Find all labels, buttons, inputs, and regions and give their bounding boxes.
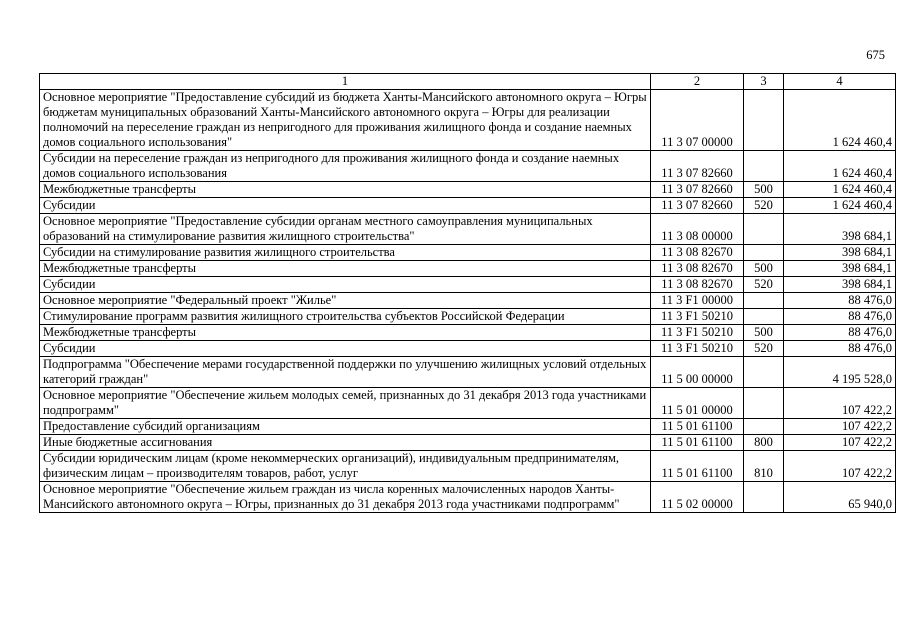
cell-expense-type (744, 482, 784, 513)
table-row (40, 435, 896, 451)
table-row (40, 198, 896, 214)
cell-expense-type: 520 (744, 277, 784, 293)
cell-amount: 88 476,0 (784, 293, 896, 309)
cell-expense-type: 520 (744, 341, 784, 357)
cell-amount: 88 476,0 (784, 309, 896, 325)
cell-amount: 107 422,2 (784, 419, 896, 435)
cell-amount: 398 684,1 (784, 214, 896, 245)
cell-code: 11 3 08 82670 (651, 277, 744, 293)
cell-name: Основное мероприятие "Обеспечение жильем граждан из числа коренных малочисленных народов Ханты-Мансийского автономного округа – Югры, признанных до 31 декабря 2013 года участниками подпрограмм" (40, 482, 651, 513)
table-row (40, 214, 896, 245)
budget-table (39, 73, 896, 513)
cell-code: 11 3 08 82670 (651, 245, 744, 261)
cell-name: Предоставление субсидий организациям (40, 419, 651, 435)
table-row (40, 482, 896, 513)
column-header-4: 4 (784, 74, 896, 90)
cell-expense-type (744, 293, 784, 309)
cell-expense-type: 810 (744, 451, 784, 482)
table-row (40, 357, 896, 388)
cell-code: 11 3 F1 00000 (651, 293, 744, 309)
cell-expense-type: 500 (744, 182, 784, 198)
cell-expense-type (744, 151, 784, 182)
table-row (40, 341, 896, 357)
cell-code: 11 3 F1 50210 (651, 309, 744, 325)
cell-code: 11 5 01 61100 (651, 419, 744, 435)
cell-amount: 1 624 460,4 (784, 198, 896, 214)
cell-amount: 107 422,2 (784, 451, 896, 482)
column-header-3: 3 (744, 74, 784, 90)
cell-expense-type (744, 309, 784, 325)
cell-amount: 107 422,2 (784, 388, 896, 419)
cell-code: 11 3 07 82660 (651, 182, 744, 198)
cell-amount: 107 422,2 (784, 435, 896, 451)
cell-code: 11 3 F1 50210 (651, 341, 744, 357)
table-row (40, 90, 896, 151)
cell-amount: 398 684,1 (784, 261, 896, 277)
cell-name: Субсидии на стимулирование развития жилищного строительства (40, 245, 651, 261)
cell-name: Основное мероприятие "Федеральный проект "Жилье" (40, 293, 651, 309)
cell-expense-type (744, 214, 784, 245)
cell-code: 11 3 F1 50210 (651, 325, 744, 341)
cell-code: 11 5 01 61100 (651, 435, 744, 451)
cell-code: 11 5 01 61100 (651, 451, 744, 482)
cell-code: 11 3 07 82660 (651, 198, 744, 214)
cell-name: Подпрограмма "Обеспечение мерами государственной поддержки по улучшению жилищных условий отдельных категорий граждан" (40, 357, 651, 388)
cell-name: Субсидии (40, 198, 651, 214)
cell-name: Межбюджетные трансферты (40, 325, 651, 341)
cell-expense-type (744, 419, 784, 435)
table-row (40, 151, 896, 182)
cell-code: 11 5 00 00000 (651, 357, 744, 388)
cell-amount: 1 624 460,4 (784, 182, 896, 198)
cell-code: 11 3 07 00000 (651, 90, 744, 151)
table-row (40, 293, 896, 309)
header-row (40, 74, 896, 90)
cell-amount: 88 476,0 (784, 341, 896, 357)
cell-name: Стимулирование программ развития жилищного строительства субъектов Российской Федерации (40, 309, 651, 325)
cell-expense-type: 500 (744, 261, 784, 277)
cell-expense-type (744, 357, 784, 388)
cell-name: Субсидии (40, 341, 651, 357)
cell-name: Иные бюджетные ассигнования (40, 435, 651, 451)
cell-amount: 398 684,1 (784, 245, 896, 261)
page-number: 675 (866, 48, 885, 62)
cell-name: Основное мероприятие "Предоставление субсидий из бюджета Ханты-Мансийского автономного округа – Югры бюджетам муниципальных образований Ханты-Мансийского автономного округа – Югры для реализации полномочий на переселение граждан из непригодного для проживания жилищного фонда и создание наемных домов социального использования" (40, 90, 651, 151)
cell-name: Основное мероприятие "Обеспечение жильем молодых семей, признанных до 31 декабря 2013 года участниками подпрограмм" (40, 388, 651, 419)
cell-code: 11 3 08 82670 (651, 261, 744, 277)
cell-amount: 1 624 460,4 (784, 151, 896, 182)
cell-name: Субсидии юридическим лицам (кроме некоммерческих организаций), индивидуальным предпринимателям, физическим лицам – производителям товаров, работ, услуг (40, 451, 651, 482)
cell-expense-type (744, 388, 784, 419)
table-row (40, 451, 896, 482)
table-row (40, 277, 896, 293)
cell-expense-type (744, 90, 784, 151)
cell-name: Субсидии на переселение граждан из непригодного для проживания жилищного фонда и создание наемных домов социального использования (40, 151, 651, 182)
table-row (40, 182, 896, 198)
table-row (40, 309, 896, 325)
table-row (40, 245, 896, 261)
table-body (40, 90, 896, 513)
table-row (40, 419, 896, 435)
column-header-1: 1 (40, 74, 651, 90)
cell-code: 11 3 07 82660 (651, 151, 744, 182)
column-header-2: 2 (651, 74, 744, 90)
cell-code: 11 5 01 00000 (651, 388, 744, 419)
cell-expense-type: 520 (744, 198, 784, 214)
cell-name: Межбюджетные трансферты (40, 182, 651, 198)
cell-expense-type: 500 (744, 325, 784, 341)
table-row (40, 325, 896, 341)
cell-code: 11 3 08 00000 (651, 214, 744, 245)
cell-amount: 1 624 460,4 (784, 90, 896, 151)
cell-code: 11 5 02 00000 (651, 482, 744, 513)
cell-name: Субсидии (40, 277, 651, 293)
cell-amount: 88 476,0 (784, 325, 896, 341)
cell-amount: 65 940,0 (784, 482, 896, 513)
cell-amount: 4 195 528,0 (784, 357, 896, 388)
table-row (40, 261, 896, 277)
cell-expense-type: 800 (744, 435, 784, 451)
cell-name: Основное мероприятие "Предоставление субсидии органам местного самоуправления муниципальных образований на стимулирование развития жилищного строительства" (40, 214, 651, 245)
cell-name: Межбюджетные трансферты (40, 261, 651, 277)
table-row (40, 388, 896, 419)
cell-amount: 398 684,1 (784, 277, 896, 293)
cell-expense-type (744, 245, 784, 261)
